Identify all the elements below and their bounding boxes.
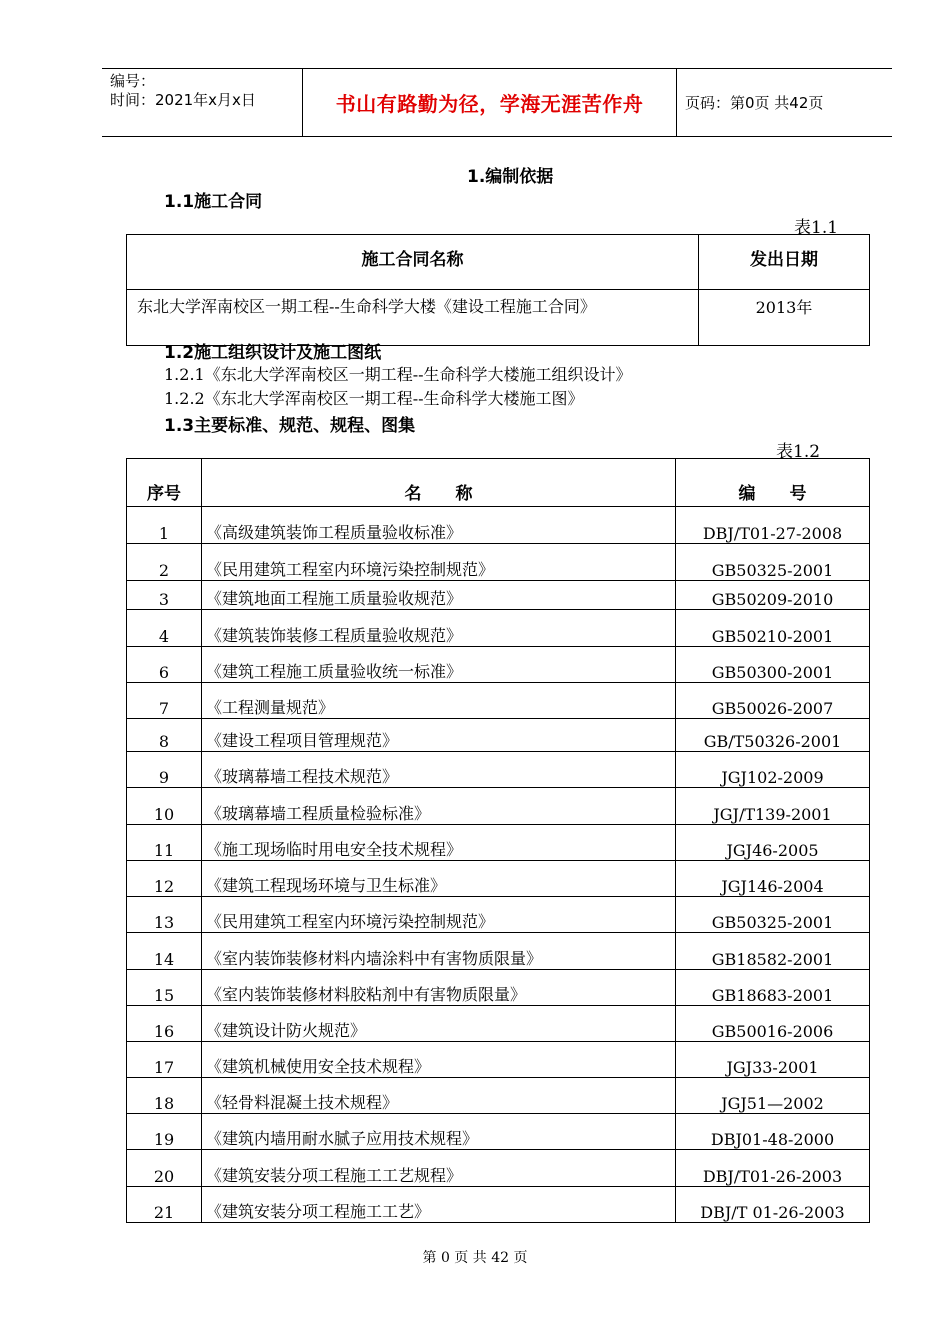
standard-name: 《玻璃幕墙工程技术规范》: [202, 752, 676, 788]
row-number: 21: [127, 1187, 202, 1223]
standard-code: GB50325-2001: [676, 544, 870, 581]
row-number: 9: [127, 752, 202, 788]
row-number: 14: [127, 933, 202, 970]
row-number: 13: [127, 897, 202, 933]
standard-name: 《施工现场临时用电安全技术规程》: [202, 825, 676, 861]
table-row: [127, 1187, 870, 1223]
header-page: 页码：第0页 共42页: [685, 94, 824, 112]
item-1-2-2: 1.2.2《东北大学浑南校区一期工程--生命科学大楼施工图》: [164, 389, 584, 408]
standard-code: DBJ01-48-2000: [676, 1114, 870, 1150]
table-row: [127, 1078, 870, 1114]
row-number: 7: [127, 683, 202, 719]
table-row: [127, 581, 870, 610]
row-number: 20: [127, 1150, 202, 1187]
standard-name: 《建筑机械使用安全技术规程》: [202, 1042, 676, 1078]
standard-name: 《室内装饰装修材料胶粘剂中有害物质限量》: [202, 970, 676, 1006]
standard-name: 《建筑工程现场环境与卫生标准》: [202, 861, 676, 897]
standard-name: 《建筑工程施工质量验收统一标准》: [202, 647, 676, 683]
heading-1-1: 1.1施工合同: [164, 192, 263, 212]
standard-name: 《民用建筑工程室内环境污染控制规范》: [202, 897, 676, 933]
row-number: 4: [127, 610, 202, 647]
table-row: [127, 1150, 870, 1187]
header-time: 时间：2021年x月x日: [110, 91, 256, 109]
standard-code: JGJ33-2001: [676, 1042, 870, 1078]
standard-code: GB50016-2006: [676, 1006, 870, 1042]
contract-table: [126, 234, 870, 346]
table-row: [127, 1006, 870, 1042]
section-title: 1.编制依据: [467, 167, 554, 187]
no-header: 序号: [127, 459, 202, 507]
standard-code: DBJ/T01-26-2003: [676, 1150, 870, 1187]
standard-name: 《建筑地面工程施工质量验收规范》: [202, 581, 676, 610]
standard-code: DBJ/T 01-26-2003: [676, 1187, 870, 1223]
row-number: 10: [127, 788, 202, 825]
standard-name: 《轻骨料混凝土技术规程》: [202, 1078, 676, 1114]
table-row: [127, 933, 870, 970]
table-row: [127, 752, 870, 788]
table-row: [127, 1042, 870, 1078]
row-number: 11: [127, 825, 202, 861]
standards-table: [126, 458, 870, 1223]
name-header: 名 称: [202, 459, 676, 507]
table-row: [127, 610, 870, 647]
row-number: 15: [127, 970, 202, 1006]
table-row: [127, 719, 870, 752]
row-number: 19: [127, 1114, 202, 1150]
standard-name: 《建筑装饰装修工程质量验收规范》: [202, 610, 676, 647]
row-number: 18: [127, 1078, 202, 1114]
row-number: 8: [127, 719, 202, 752]
standard-name: 《高级建筑装饰工程质量验收标准》: [202, 507, 676, 544]
table-header-row: [127, 235, 870, 290]
table-row: [127, 861, 870, 897]
table-row: [127, 897, 870, 933]
row-number: 17: [127, 1042, 202, 1078]
issue-date-header: 发出日期: [699, 235, 870, 290]
standard-code: GB50209-2010: [676, 581, 870, 610]
header-meta: [102, 69, 303, 136]
standard-name: 《室内装饰装修材料内墙涂料中有害物质限量》: [202, 933, 676, 970]
standard-name: 《建筑安装分项工程施工工艺》: [202, 1187, 676, 1223]
standard-code: GB50300-2001: [676, 647, 870, 683]
item-1-2-1: 1.2.1《东北大学浑南校区一期工程--生命科学大楼施工组织设计》: [164, 365, 632, 384]
table-row: [127, 683, 870, 719]
standard-code: GB50026-2007: [676, 683, 870, 719]
table-row: [127, 970, 870, 1006]
standard-code: JGJ51—2002: [676, 1078, 870, 1114]
standard-name: 《建筑内墙用耐水腻子应用技术规程》: [202, 1114, 676, 1150]
table-row: [127, 507, 870, 544]
standard-code: GB/T50326-2001: [676, 719, 870, 752]
heading-1-3: 1.3主要标准、规范、规程、图集: [164, 416, 416, 436]
heading-1-2: 1.2施工组织设计及施工图纸: [164, 343, 382, 363]
code-header: 编 号: [676, 459, 870, 507]
header-number: 编号：: [110, 72, 156, 90]
standards-table-body: [127, 507, 870, 1223]
table-row: [127, 647, 870, 683]
row-number: 12: [127, 861, 202, 897]
standard-code: GB50210-2001: [676, 610, 870, 647]
row-number: 6: [127, 647, 202, 683]
table-row: [127, 1114, 870, 1150]
standard-code: JGJ146-2004: [676, 861, 870, 897]
standard-name: 《玻璃幕墙工程质量检验标准》: [202, 788, 676, 825]
standard-code: GB50325-2001: [676, 897, 870, 933]
standard-code: GB18582-2001: [676, 933, 870, 970]
page-header: [102, 68, 892, 137]
header-slogan: 书山有路勤为径，学海无涯苦作舟: [303, 69, 677, 136]
contract-name: 东北大学浑南校区一期工程--生命科学大楼《建设工程施工合同》: [127, 290, 699, 346]
standard-name: 《建筑设计防火规范》: [202, 1006, 676, 1042]
standard-name: 《建筑安装分项工程施工工艺规程》: [202, 1150, 676, 1187]
issue-date: 2013年: [699, 290, 870, 346]
table-header-row: [127, 459, 870, 507]
row-number: 3: [127, 581, 202, 610]
standard-name: 《工程测量规范》: [202, 683, 676, 719]
row-number: 1: [127, 507, 202, 544]
row-number: 2: [127, 544, 202, 581]
table-row: [127, 825, 870, 861]
table-row: [127, 788, 870, 825]
contract-name-header: 施工合同名称: [127, 235, 699, 290]
page-footer: 第 0 页 共 42 页: [422, 1250, 528, 1266]
standard-code: JGJ46-2005: [676, 825, 870, 861]
standard-code: JGJ/T139-2001: [676, 788, 870, 825]
row-number: 16: [127, 1006, 202, 1042]
standard-name: 《建设工程项目管理规范》: [202, 719, 676, 752]
standard-code: JGJ102-2009: [676, 752, 870, 788]
standard-code: GB18683-2001: [676, 970, 870, 1006]
table1-caption: 表1.1: [794, 218, 839, 238]
table2-caption: 表1.2: [776, 442, 821, 462]
standard-code: DBJ/T01-27-2008: [676, 507, 870, 544]
standard-name: 《民用建筑工程室内环境污染控制规范》: [202, 544, 676, 581]
table-row: [127, 544, 870, 581]
